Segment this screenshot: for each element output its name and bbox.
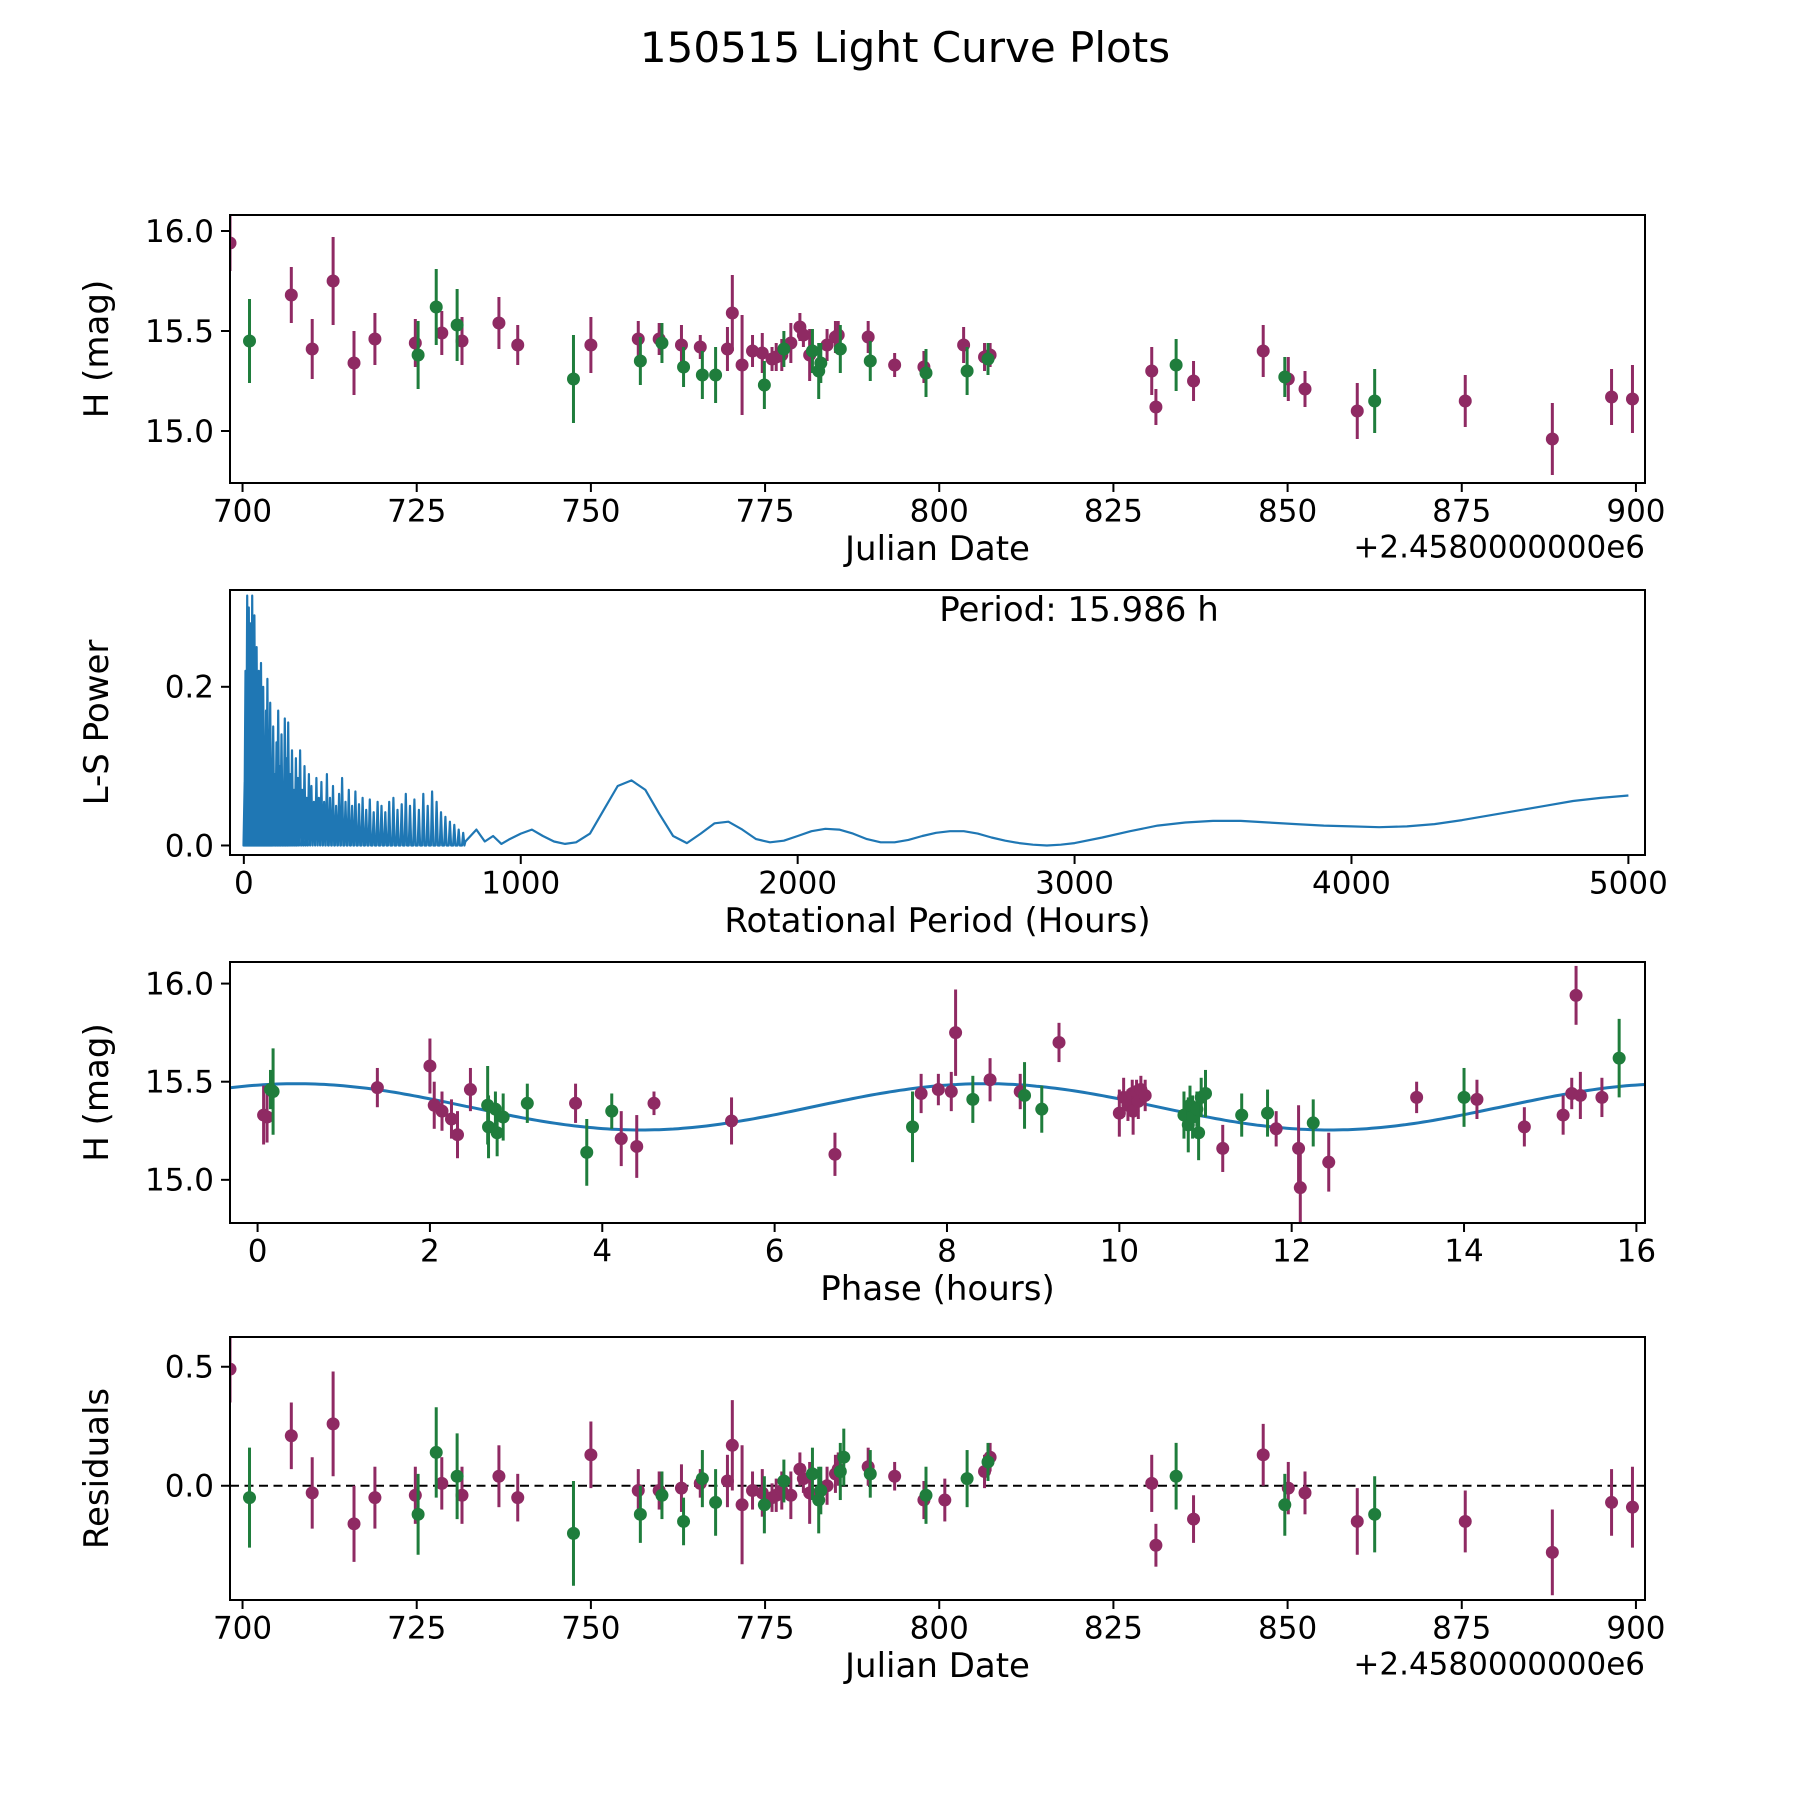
data-point	[1518, 1120, 1531, 1133]
y-axis-label: L-S Power	[77, 639, 117, 806]
data-point	[615, 1132, 628, 1145]
x-tick-label: 825	[1083, 493, 1144, 530]
y-tick-label: 15.0	[144, 1162, 214, 1199]
data-point	[1546, 1546, 1559, 1559]
data-point	[1613, 1052, 1626, 1065]
x-tick-label: 900	[1606, 493, 1666, 530]
data-point	[1145, 365, 1158, 378]
data-point	[368, 1491, 381, 1504]
x-axis-label: Rotational Period (Hours)	[724, 900, 1151, 941]
data-point	[784, 1489, 797, 1502]
x-tick-label: 2	[420, 1233, 440, 1270]
data-point	[806, 345, 819, 358]
x-tick-label: 10	[1099, 1233, 1140, 1270]
data-point	[1299, 383, 1312, 396]
data-point	[423, 1060, 436, 1073]
data-point	[1459, 395, 1472, 408]
x-tick-label: 6	[764, 1233, 785, 1270]
data-point	[1235, 1109, 1248, 1122]
data-point	[906, 1120, 919, 1133]
data-point	[1170, 359, 1183, 372]
data-point	[1299, 1486, 1312, 1499]
data-point	[920, 1489, 933, 1502]
data-point	[828, 1148, 841, 1161]
x-tick-label: 14	[1444, 1233, 1484, 1270]
x-axis-label: Julian Date	[845, 1645, 1030, 1686]
data-point	[1145, 1477, 1158, 1490]
x-tick-label: 875	[1432, 493, 1492, 530]
x-tick-label: 750	[561, 493, 621, 530]
x-tick-label: 875	[1432, 1610, 1492, 1647]
data-point	[864, 355, 877, 368]
data-point	[726, 307, 739, 320]
data-point	[521, 1097, 534, 1110]
x-tick-label: 800	[909, 493, 969, 530]
data-point	[1292, 1142, 1305, 1155]
data-point	[1278, 1498, 1291, 1511]
data-point	[864, 1467, 877, 1480]
data-point	[814, 1484, 827, 1497]
data-point	[1574, 1089, 1587, 1102]
x-tick-label: 725	[387, 493, 447, 530]
data-point	[696, 369, 709, 382]
data-point	[451, 1470, 464, 1483]
data-point	[371, 1081, 384, 1094]
data-point	[938, 1494, 951, 1507]
data-point	[409, 1489, 422, 1502]
chart-residuals	[77, 1336, 1666, 1686]
data-point	[834, 343, 847, 356]
data-point	[814, 357, 827, 370]
plot-area	[224, 215, 1639, 475]
x-tick-label: 4000	[1312, 865, 1391, 902]
data-point	[709, 369, 722, 382]
data-point	[492, 317, 505, 330]
x-tick-label: 750	[561, 1610, 621, 1647]
data-point	[984, 1073, 997, 1086]
data-point	[243, 1491, 256, 1504]
data-point	[1199, 1087, 1212, 1100]
data-point	[1139, 1089, 1152, 1102]
x-tick-label: 700	[212, 493, 273, 530]
x-tick-label: 4	[592, 1233, 613, 1270]
data-point	[1270, 1122, 1283, 1135]
data-point	[511, 339, 524, 352]
data-point	[736, 359, 749, 372]
data-point	[982, 353, 995, 366]
y-axis-label: H (mag)	[77, 279, 117, 419]
data-point	[726, 1439, 739, 1452]
data-point	[675, 339, 688, 352]
plot-area	[230, 966, 1645, 1227]
data-point	[1368, 395, 1381, 408]
x-tick-label: 16	[1616, 1233, 1657, 1270]
data-point	[285, 1429, 298, 1442]
data-point	[1261, 1107, 1274, 1120]
data-point	[1170, 1470, 1183, 1483]
data-point	[837, 1451, 850, 1464]
data-point	[777, 1474, 790, 1487]
charts-group	[77, 214, 1668, 1686]
data-point	[647, 1097, 660, 1110]
plot-area	[224, 1336, 1646, 1595]
data-point	[451, 319, 464, 332]
data-point	[832, 329, 845, 342]
y-tick-label: 16.0	[144, 966, 214, 1003]
y-tick-label: 16.0	[144, 213, 214, 250]
data-point	[982, 1455, 995, 1468]
x-tick-label: 0	[247, 1233, 268, 1270]
data-point	[1307, 1116, 1320, 1129]
x-tick-label: 12	[1271, 1233, 1312, 1270]
data-point	[696, 1472, 709, 1485]
x-axis-label: Julian Date	[845, 528, 1030, 569]
data-point	[497, 1111, 510, 1124]
data-point	[634, 355, 647, 368]
data-point	[306, 343, 319, 356]
data-point	[634, 1508, 647, 1521]
data-point	[632, 333, 645, 346]
y-tick-label: 15.5	[144, 313, 214, 350]
data-point	[1187, 1513, 1200, 1526]
x-tick-label: 0	[233, 865, 254, 902]
y-axis-label: Residuals	[77, 1387, 117, 1550]
axis-offset-text: +2.4580000000e6	[1353, 529, 1645, 566]
data-point	[1458, 1091, 1471, 1104]
data-point	[1018, 1089, 1031, 1102]
x-tick-label: 2000	[758, 865, 838, 902]
x-tick-label: 5000	[1588, 865, 1668, 902]
data-point	[285, 289, 298, 302]
data-point	[1278, 371, 1291, 384]
data-point	[1470, 1093, 1483, 1106]
chart-phase-curve	[77, 962, 1656, 1309]
data-point	[1351, 405, 1364, 418]
x-tick-label: 8	[937, 1233, 957, 1270]
data-point	[1322, 1156, 1335, 1169]
data-point	[1216, 1142, 1229, 1155]
series-observations-b	[264, 1019, 1626, 1186]
data-point	[677, 1515, 690, 1528]
data-point	[1410, 1091, 1423, 1104]
data-point	[694, 341, 707, 354]
data-point	[1053, 1036, 1066, 1049]
y-tick-label: 0.2	[164, 669, 214, 706]
x-tick-label: 900	[1606, 1610, 1666, 1647]
data-point	[1459, 1515, 1472, 1528]
x-tick-label: 850	[1258, 1610, 1318, 1647]
data-point	[725, 1114, 738, 1127]
plot-area	[244, 596, 1629, 846]
data-point	[412, 349, 425, 362]
data-point	[797, 329, 810, 342]
data-point	[412, 1508, 425, 1521]
data-point	[451, 1128, 464, 1141]
chart-light-curve	[77, 214, 1666, 569]
data-point	[511, 1491, 524, 1504]
data-point	[1626, 393, 1639, 406]
data-point	[348, 357, 361, 370]
data-point	[569, 1097, 582, 1110]
x-tick-label: 800	[909, 1610, 969, 1647]
data-point	[806, 1467, 819, 1480]
y-tick-label: 0.0	[164, 1468, 214, 1505]
period-annotation: Period: 15.986 h	[939, 589, 1219, 630]
data-point	[306, 1486, 319, 1499]
data-point	[430, 301, 443, 314]
data-point	[1626, 1501, 1639, 1514]
data-point	[1546, 433, 1559, 446]
data-point	[1368, 1508, 1381, 1521]
chart-periodogram	[77, 590, 1668, 941]
data-point	[243, 335, 256, 348]
data-point	[736, 1498, 749, 1511]
data-point	[327, 275, 340, 288]
data-point	[945, 1085, 958, 1098]
x-tick-label: 825	[1083, 1610, 1144, 1647]
data-point	[409, 337, 422, 350]
data-point	[368, 333, 381, 346]
data-point	[584, 339, 597, 352]
data-point	[348, 1517, 361, 1530]
periodogram-curve	[244, 596, 1629, 846]
data-point	[777, 343, 790, 356]
y-axis-label: H (mag)	[77, 1023, 117, 1162]
data-point	[961, 1472, 974, 1485]
axes-frame	[230, 590, 1645, 855]
x-tick-label: 725	[387, 1610, 447, 1647]
x-tick-label: 775	[735, 1610, 795, 1647]
data-point	[915, 1087, 928, 1100]
data-point	[655, 337, 668, 350]
y-tick-label: 0.0	[164, 828, 214, 865]
data-point	[862, 331, 875, 344]
data-point	[758, 1498, 771, 1511]
data-point	[1257, 345, 1270, 358]
data-point	[655, 1489, 668, 1502]
data-point	[1187, 375, 1200, 388]
data-point	[580, 1146, 593, 1159]
data-point	[605, 1105, 618, 1118]
y-tick-label: 0.5	[164, 1349, 214, 1386]
x-tick-label: 850	[1258, 493, 1318, 530]
x-tick-label: 1000	[481, 865, 561, 902]
data-point	[1035, 1103, 1048, 1116]
data-point	[1605, 391, 1618, 404]
data-point	[567, 373, 580, 386]
data-point	[267, 1085, 280, 1098]
series-observations-b	[243, 269, 1381, 433]
series-observations-a	[257, 966, 1608, 1227]
data-point	[584, 1448, 597, 1461]
data-point	[966, 1093, 979, 1106]
x-tick-label: 3000	[1035, 865, 1115, 902]
data-point	[1192, 1126, 1205, 1139]
data-point	[632, 1484, 645, 1497]
data-point	[675, 1482, 688, 1495]
data-point	[888, 359, 901, 372]
x-tick-label: 775	[735, 493, 795, 530]
data-point	[464, 1083, 477, 1096]
y-tick-label: 15.0	[144, 413, 214, 450]
data-point	[1351, 1515, 1364, 1528]
data-point	[1557, 1109, 1570, 1122]
data-point	[1605, 1496, 1618, 1509]
data-point	[1294, 1181, 1307, 1194]
figure-title: 150515 Light Curve Plots	[639, 23, 1171, 72]
data-point	[1149, 401, 1162, 414]
x-axis-label: Phase (hours)	[820, 1268, 1055, 1309]
data-point	[430, 1446, 443, 1459]
data-point	[1570, 989, 1583, 1002]
data-point	[888, 1470, 901, 1483]
data-point	[677, 361, 690, 374]
data-point	[327, 1417, 340, 1430]
data-point	[492, 1470, 505, 1483]
data-point	[1595, 1091, 1608, 1104]
data-point	[932, 1083, 945, 1096]
x-tick-label: 700	[212, 1610, 273, 1647]
data-point	[709, 1496, 722, 1509]
data-point	[1257, 1448, 1270, 1461]
data-point	[630, 1140, 643, 1153]
data-point	[961, 365, 974, 378]
data-point	[567, 1527, 580, 1540]
data-point	[949, 1026, 962, 1039]
y-tick-label: 15.5	[144, 1064, 214, 1101]
data-point	[1149, 1539, 1162, 1552]
axis-offset-text: +2.4580000000e6	[1353, 1646, 1645, 1683]
data-point	[758, 379, 771, 392]
data-point	[920, 367, 933, 380]
